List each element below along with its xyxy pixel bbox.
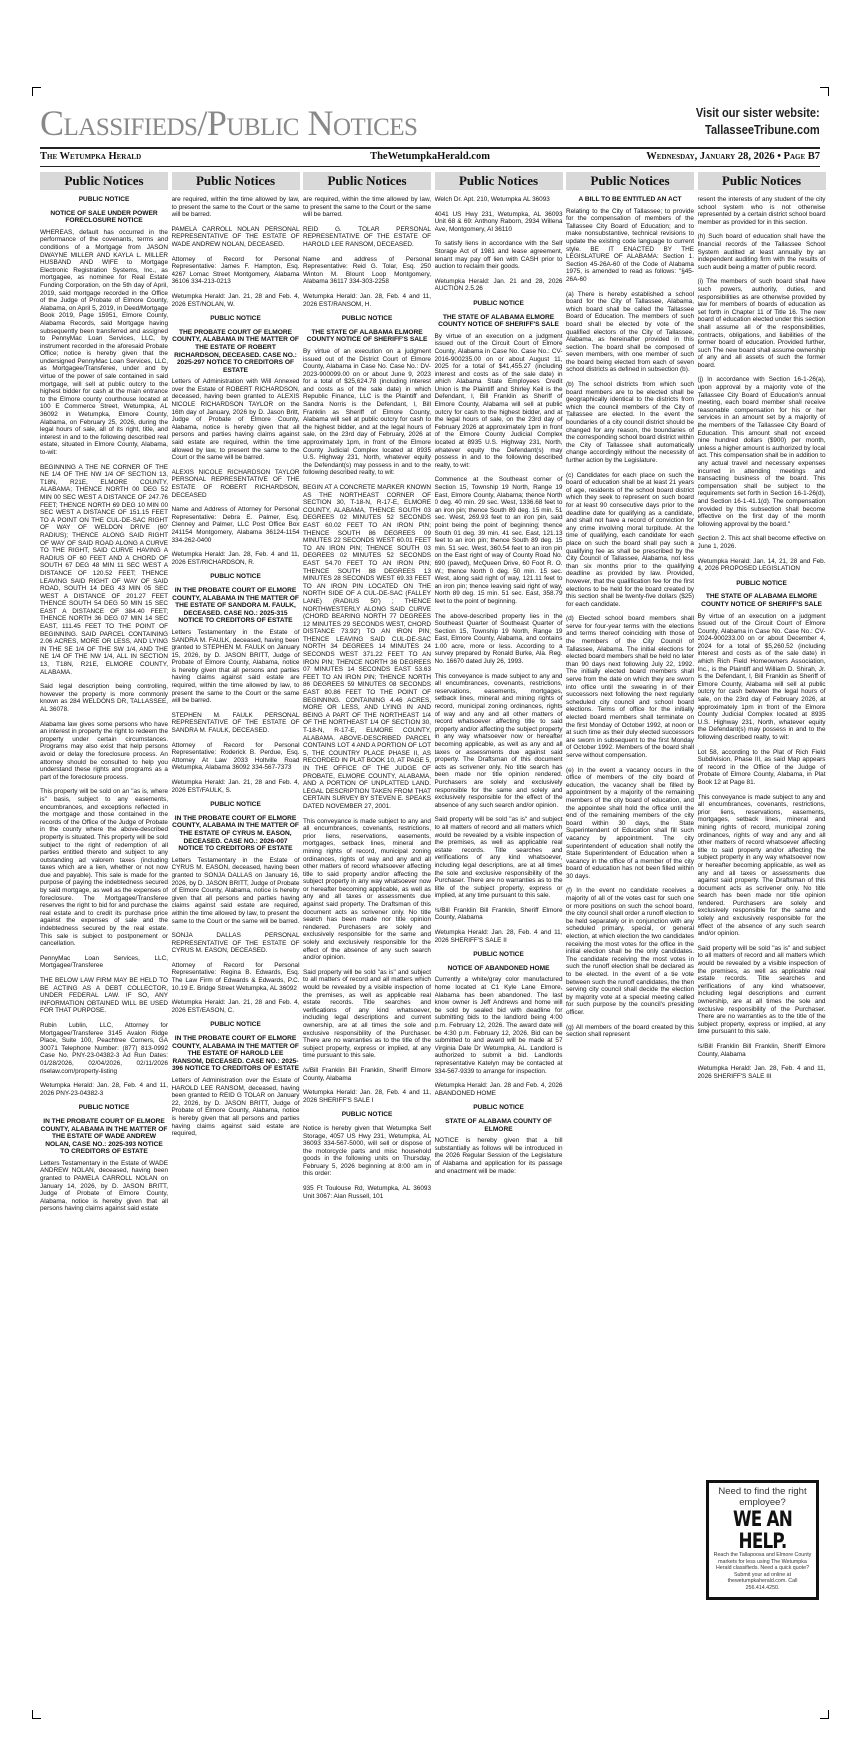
notice-paragraph: Letters Testamentary in the Estate of WADE ANDREW NOLAN, deceased, having been granted to PAMELA CARROLL NOLAN on January 14, 2026, by D. JASON BRITT, Judge of Probate of Elmore County, Alabama, notice is hereby given that all persons having claims against said estate: [40, 1159, 168, 1213]
notice-heading: THE STATE OF ALABAMA ELMORE COUNTY NOTICE OF SHERIFF'S SALE: [438, 313, 559, 329]
notice-paragraph: Rubin Lublin, LLC, Attorney for Mortgagee/Transferee 3145 Avalon Ridge Place, Suite 100, Peachtree Corners, GA 30071 Telephone Number: (877) 813-0992 Case No. PNY-23-04382-3 Ad Run Dates: 01/28/2026, 02/04/2026, 02/11/2026 rlselaw.com/property-listing: [40, 1021, 168, 1075]
notice-heading: PUBLIC NOTICE: [736, 579, 787, 587]
ad-question: Need to find the right employee?: [718, 1486, 807, 1508]
notice-paragraph: WHEREAS, default has occurred in the performance of the covenants, terms and conditions of a Mortgage from JASON DWAYNE MILLER AND KAYLA L. MILLER HUSBAND AND WIFE to Mortgage Electronic Registration Systems, Inc., as mortgagee, as nominee for Real Estate Funding Corporation, on the 5th day of April, 2019, said mortgage recorded in the Office of the Judge of Probate of Elmore County, Alabama, on April 5, 2019, in Deed/Mortgage Book 2019, Page 15951, Elmore County, Alabama Records, said Mortgage having subsequently been transferred and assigned to PennyMac Loan Services, LLC, by instrument recorded in the aforesaid Probate Office; notice is hereby given that the undersigned PennyMac Loan Services, LLC, as Mortgagee/Transferee, under and by virtue of the power of sale contained in said mortgage, will sell at public outcry to the highest bidder for cash at the main entrance to the Elmore county courthouse located at 100 E Commerce Street, Wetumpka, AL 36092 in Wetumpka, Elmore County, Alabama, on February 25, 2026, during the legal hours of sale, all of its right, title, and interest in and to the following described real estate, situated in Elmore County, Alabama, to-wit:: [40, 228, 168, 456]
notice-heading: PUBLIC NOTICE: [473, 299, 524, 307]
ad-body: Reach the Tallapoosa and Elmore County markets for less using The Wetumpka Herald classifieds. Need a quick quote? Submit your ad online at thewetumpkaherald.com. Call 256.414.4250.: [713, 1552, 812, 1591]
notice-columns: [40, 172, 824, 1662]
notice-paragraph: THE BELOW LAW FIRM MAY BE HELD TO BE ACTING AS A DEBT COLLECTOR, UNDER FEDERAL LAW. IF SO, ANY INFORMATION OBTAINED WILL BE USED FOR THAT PURPOSE.: [40, 977, 168, 1015]
notice-paragraph: This conveyance is made subject to any and all encumbrances, covenants, restrictions, prior liens, reservations, easements, mortgages, setback lines, mineral and mining rights of record, municipal zoning ordinances, rights of way and any and all other matters of record whatsoever affecting title to said property and/or affecting the subject property in any way whatsoever now or hereafter becoming applicable, as well as any and all taxes or assessments due against said property. The Draftsman of this document acts as scrivener only. No title search has been made nor title opinion rendered. Purchasers are solely and exclusively responsible for the same and solely and exclusively responsible for the effect of the absence of any such search and/or opinion.: [697, 793, 826, 938]
notice-paragraph: are required, within the time allowed by law, to present the same to the Court or the same will be barred.: [171, 196, 300, 219]
ad-headline-1: WE AN: [733, 1507, 792, 1531]
column-body: [566, 196, 694, 1039]
notice-column-2: [172, 172, 300, 1662]
notice-paragraph: Wetumpka Herald: Jan. 28, Feb. 4 and 11, 2026 SHERIFF'S SALE I: [303, 1089, 431, 1104]
notice-heading: PUBLIC NOTICE: [78, 196, 130, 203]
notice-paragraph: Attorney of Record for Personal Representative: Roderick B. Perdue, Esq. Attorney At Law 2033 Holtville Road Wetumpka, Alabama 36092 334-567-7373: [171, 741, 300, 772]
notice-paragraph: Relating to the City of Tallassee; to provide for the compensation of members of the Tallassee City Board of Education; and to make nonsubstantive, technical revisions to update the existing code language to current style. BE IT ENACTED BY THE LEGISLATURE OF ALABAMA: Section 1. Section 45-26A-60 of the Code of Alabama 1975, is amended to read as follows: "§45-26A-60: [566, 207, 694, 283]
column-header: Public Notices: [40, 172, 168, 190]
notice-paragraph: Wetumpka Herald: Jan. 28, Feb. 4 and 11, 2026 PNY-23-04382-3: [40, 1082, 168, 1097]
notice-paragraph: By virtue of an execution on a judgment issued out of the Circuit Court of Elmore County, Alabama in Case No. Case No.: CV-2024-900233.00 on or about December 4, 2024 for a total of $5,260.52 (including interest and costs as of the sale date) in which Rich Field Homeowners Association, Inc., is the Plaintiff and William D. Shirah, Jr. is the Defendant, I, Bill Franklin as Sheriff of Elmore County, Alabama will sell at public outcry for cash between the legal hours of sale, on the 23rd day of February 2026, at approximately 1pm in front of the Elmore County Judicial Complex located at 8935 U.S. Highway 231, North, whatever equity the Defendant(s) may possess in and to the following described realty, to wit:: [697, 612, 826, 741]
notice-heading: IN THE PROBATE COURT OF ELMORE COUNTY, ALABAMA IN THE MATTER OF THE ESTATE OF SANDORA M. FAULK, DECEASED. CASE NO.: 2025-315 NOTICE TO CREDITORS OF ESTATE: [172, 586, 299, 625]
notice-paragraph: Attorney of Record for Personal Representative: James F. Hampton, Esq. 4267 Lomac Street Montgomery, Alabama 36106 334-213-0213: [171, 255, 300, 286]
masthead: [40, 100, 820, 146]
sister-website-link[interactable]: TallasseeTribune.com: [705, 122, 820, 137]
notice-heading: STATE OF ALABAMA COUNTY OF ELMORE: [445, 1117, 552, 1133]
classified-ad-box: [706, 1480, 819, 1600]
notice-paragraph: Wetumpka Herald: Jan. 28, Feb. 4 and 11, 2026 SHERIFF'S SALE III: [697, 1065, 826, 1080]
notice-paragraph: Wetumpka Herald: Jan. 21, 28 and Feb. 4, 2026 EST/FAULK, S.: [171, 779, 300, 794]
notice-paragraph: (j) In accordance with Section 16-1-26(a), upon approval by a majority vote of the Tallassee City Board of Education's annual meeting, each board member shall receive reasonable compensation for his or her services in an amount set by a majority of the members of the Tallassee City Board of Education. This amount shall not exceed nine hundred dollars ($900) per month, unless a higher amount is authorized by local act. This compensation shall be in addition to any actual travel and necessary expenses incurred in attending meetings and transacting business of the board. This compensation shall be subject to the requirements set forth in Section 16-1-26(d), and Section 16-1-41.1(d). The compensation provided by this subsection shall become effective on the first day of the month following approval by the board.": [697, 376, 826, 528]
notice-paragraph: Name and Address of Attorney for Personal Representative: Debra E. Palmer, Esq. Clenney and Palmer, LLC Post Office Box 241154 Montgomery, Alabama 36124-1154 334-262-0400: [171, 506, 300, 544]
notice-heading: PUBLIC NOTICE: [341, 1111, 393, 1119]
column-body: [40, 196, 168, 1213]
notice-heading: IN THE PROBATE COURT OF ELMORE COUNTY, ALABAMA IN THE MATTER OF THE ESTATE OF WADE ANDREW NOLAN, CASE NO.: 2025-393 NOTICE TO CREDITORS OF ESTATE: [40, 1117, 168, 1156]
paper-name: The Wetumpka Herald: [40, 151, 142, 162]
notice-paragraph: 4041 US Hwy 231, Wetumpka, AL 36093 Unit 68 & 69: Anthony Raborn, 2934 Willena Ave, Montgomery, Al 36110: [434, 210, 563, 233]
column-header: Public Notices: [566, 172, 694, 190]
notice-paragraph: resent the interests of any student of the city school system who is not otherwise represented by a certain district school board member as provided for in this section.: [697, 196, 826, 226]
notice-paragraph: PAMELA CARROLL NOLAN PERSONAL REPRESENTATIVE OF THE ESTATE OF WADE ANDREW NOLAN, DECEASED.: [171, 225, 300, 248]
notice-paragraph: Letters of Administration with Will Annexed over the Estate of ROBERT RICHARDSON, deceased, having been granted to ALEXIS NICOLE RICHARDSON TAYLOR on the 16th day of January, 2026 by D. Jason Britt, Judge of Probate of Elmore County, Alabama, notice is hereby given that all persons and parties having claims against said estate are required, within the time allowed by law, to present the same to the Court or the same will be barred.: [171, 378, 300, 462]
notice-paragraph: To satisfy liens in accordance with the Self Storage Act of 1981 and lease agreement, tenant may pay off lien with CASH prior to auction to reclaim their goods.: [434, 240, 563, 271]
notice-column-5: [566, 172, 694, 1662]
crop-mark: [32, 87, 41, 96]
notice-heading: A BILL TO BE ENTITLED AN ACT: [578, 196, 682, 203]
column-body: [172, 196, 300, 1138]
notice-column-6: [698, 172, 826, 1662]
notice-paragraph: This property will be sold on an "as is, where is" basis, subject to any easements, encumbrances, and exceptions reflected in the mortgage and those contained in the records of the Office of the Judge of Probate in the county where the above-described property is situated. This property will be sold subject to the right of redemption of all parties entitled thereto and subject to any outstanding ad valorem taxes (including taxes which are a lien, whether or not now due and payable). This sale is made for the purpose of paying the indebtedness secured by said mortgage, as well as the expenses of foreclosure. The Mortgagee/Transferee reserves the right to bid for and purchase the real estate and to credit its purchase price against the expenses of sale and the indebtedness secured by the real estate. This sale is subject to postponement or cancellation.: [40, 788, 168, 948]
notice-paragraph: ALEXIS NICOLE RICHARDSON TAYLOR PERSONAL REPRESENTATIVE OF THE ESTATE OF ROBERT RICHARDSON, DECEASED: [171, 468, 300, 499]
notice-paragraph: STEPHEN M. FAULK PERSONAL REPRESENTATIVE OF THE ESTATE OF SANDRA M. FAULK, DECEASED.: [171, 711, 300, 735]
notice-heading: PUBLIC NOTICE: [341, 315, 393, 323]
column-header: Public Notices: [698, 172, 826, 190]
sister-website-promo: [696, 104, 820, 138]
notice-heading: PUBLIC NOTICE: [473, 1104, 524, 1112]
notice-heading: NOTICE OF SALE UNDER POWER FORECLOSURE NOTICE: [50, 209, 158, 225]
column-body: [303, 196, 431, 1200]
notice-paragraph: Said property will be sold "as is" and subject to all matters of record and all matters which would be revealed by a visible inspection of the premises, as well as applicable real estate records. Title searches and verifications of any kind whatsoever, including legal descriptions and current ownership, are at all times the sole and exclusive responsibility of the Purchaser. There are no warranties as to the title of the subject property, express or implied, at any time pursuant to this sale.: [697, 944, 826, 1036]
notice-paragraph: (i) The members of such board shall have such powers, authority, duties, and responsibilities as are otherwise provided by law for members of boards of education as set forth in Chapter 11 of Title 16. The new board of education elected under this section shall assume all of the responsibilities, contracts, obligations, and liabilities of the former board of education. Provided further, such The new board shall assume ownership of any and all assets of such the former board.: [697, 278, 826, 369]
notice-paragraph: Wetumpka Herald: Jan. 14, 21, 28 and Feb. 4, 2026 PROPOSED LEGISLATION: [697, 557, 826, 573]
notice-paragraph: (e) In the event a vacancy occurs in the office of members of the city board of education, the vacancy shall be filled by appointment by a majority of the remaining members of the city board of education, and the appointee shall hold the office until the end of the remaining members of the city board within 30 days, the State Superintendent of Education shall fill such vacancy by appointment. The city superintendent of education shall notify the State Superintendent of Education when a vacancy in the office of a member of the city board of education has not been filled within 30 days.: [566, 766, 694, 880]
notice-paragraph: (g) All members of the board created by this section shall represent: [566, 1023, 694, 1039]
notice-paragraph: Said property will be sold "as is" and subject to all matters of record and all matters which would be revealed by a visible inspection of the premises, as well as applicable real estate records. Title searches and verifications of any kind whatsoever, including legal descriptions, are at all times the sole and exclusive responsibility of the Purchaser. There are no warranties as to the title of the subject property, express or implied, at any time pursuant to this sale.: [434, 816, 563, 900]
notice-paragraph: Wetumpka Herald: Jan. 28, Feb. 4 and 11, 2026 EST/RANSOM, H.: [303, 292, 431, 308]
notice-paragraph: By virtue of an execution on a judgment issued out of the District Court of Elmore County, Alabama in Case No. Case No.: DV-2023-900099.00 on or about June 9, 2023 for a total of $25,624.78 (including interest and costs as of the sale date) in which Republic Finance, LLC is the Plaintiff and Sandra Norris is the Defendant, I, Bill Franklin as Sheriff of Elmore County, Alabama will sell at public outcry for cash to the highest bidder, and at the legal hours of sale, on the 23rd day of February, 2026 at approximately 1pm, in front of the Elmore County Judicial Complex located at 8935 U.S. Highway 231, North, whatever equity the Defendant(s) may possess in and to the following described realty, to wit:: [303, 347, 431, 477]
notice-paragraph: Attorney of Record for Personal Representative: Regina B. Edwards, Esq. The Law Firm of Edwards & Edwards, P.C. 10.19 E. Bridge Street Wetumpka, AL 36092: [171, 961, 300, 992]
notice-paragraph: BEGIN AT A CONCRETE MARKER KNOWN AS THE NORTHEAST CORNER OF SECTION 30, T-18-N, R-17-E, ELMORE COUNTY, ALABAMA, THENCE SOUTH 03 DEGREES 02 MINUTES 52 SECONDS EAST 60.02 FEET TO AN IRON PIN; THENCE SOUTH 86 DEGREES 09 MINUTES 22 SECONDS WEST 60.01 FEET TO AN IRON PIN; THENCE SOUTH 03 DEGREES 02 MINUTES 52 SECONDS EAST 54.70 FEET TO AN IRON PIN; THENCE SOUTH 88 DEGREES 13 MINUTES 28 SECONDS WEST 69.33 FEET TO AN IRON PIN LOCATED ON THE NORTH SIDE OF A CUL-DE-SAC (FALLEY LANE) (RADIUS 50') ; THENCE NORTHWESTERLY ALONG SAID CURVE (CHORD BEARING NORTH 77 DEGREES 12 MINUTES 29 SECONDS WEST, CHORD DISTANCE 73.92') TO AN IRON PIN; THENCE LEAVING SAID CUL-DE-SAC NORTH 34 DEGREES 14 MINUTES 24 SECONDS WEST 371.22 FEET TO AN IRON PIN; THENCE NORTH 36 DEGREES 07 MINUTES 14 SECONDS EAST 53.63 FEET TO AN IRON PIN; THENCE NORTH 86 DEGREES 59 MINUTES 08 SECONDS EAST 80.86 FEET TO THE POINT OF BEGINNING. CONTAINING 4.46 ACRES, MORE OR LESS, AND LYING IN AND BEING A PART OF THE NORTHEAST 1/4 OF THE NORTHEAST 1/4 OF SECTION 30, T-18-N, R-17-E, ELMORE COUNTY, ALABAMA. ABOVE-DESCRIBED PARCEL CONTAINS LOT 4 AND A PORTION OF LOT 5, THE COUNTRY PLACE PHASE II, AS RECORDED IN PLAT BOOK 10, AT PAGE 5, IN THE OFFICE OF THE JUDGE OF PROBATE, ELMORE COUNTY, ALABAMA, AND A PORTION OF UNPLATTED LAND. LEGAL DESCRIPTION TAKEN FROM THAT CERTAIN SURVEY BY STEVEN E. SPEAKS DATED NOVEMBER 27, 2001.: [303, 484, 431, 810]
notice-paragraph: This conveyance is made subject to any and all encumbrances, covenants, restrictions, prior liens, reservations, easements, mortgages, setback lines, mineral and mining rights of record, municipal zoning ordinances, rights of way and any and all other matters of record whatsoever affecting title to said property and/or affecting the subject property in any way whatsoever now or hereafter becoming applicable, as well as any and all taxes or assessments due against said property. The Draftsman of this document acts as scrivener only. No title search has been made nor title opinion rendered. Purchasers are solely and exclusively responsible for the same and solely and exclusively responsible for the effect of the absence of any such search and/or opinion.: [303, 817, 431, 962]
notice-paragraph: PennyMac Loan Services, LLC, Mortgagee/Transferee: [40, 954, 168, 970]
folio-rule: [40, 166, 820, 167]
notice-heading: PUBLIC NOTICE: [210, 573, 261, 581]
crop-mark: [820, 1710, 829, 1719]
notice-column-3: [303, 172, 431, 1662]
column-header: Public Notices: [435, 172, 563, 190]
notice-heading: PUBLIC NOTICE: [210, 1021, 261, 1029]
notice-paragraph: Letters Testamentary in the Estate of SANDRA M. FAULK, deceased, having been granted to STEPHEN M. FAULK on January 15, 2026, by D. JASON BRITT, Judge of Probate of Elmore County, Alabama, notice is hereby given that all persons and parties having claims against said estate are required, within the time allowed by law, to present the same to the Court or the same will be barred.: [171, 628, 300, 705]
crop-mark: [32, 1710, 41, 1719]
notice-paragraph: Alabama law gives some persons who have an interest in property the right to redeem the property under certain circumstances. Programs may also exist that help persons avoid or delay the foreclosure process. An attorney should be consulted to help you understand these rights and programs as a part of the foreclosure process.: [40, 720, 168, 781]
notice-paragraph: Currently a white/gray color manufactured home located at C1 Kyle Lane Elmore, Alabama has been abandoned. The last know owner is Jeff Andrews and home will be sold by sealed bid with deadline for submitting bids to the landlord being 4:00 p.m. February 12, 2026. The award date will be 4:30 p.m. February 12, 2026. Bid can be submitted to and award will be made at 57 Virginia Dale Dr Wetumpka, AL. Landlord is authorized to submit a bid. Landlords representative Katelyn may be contacted at 334-567-9339 to arrange for inspection.: [434, 976, 563, 1075]
notice-paragraph: The above-described property lies in the Southeast Quarter of Southeast Quarter of Section 15, Township 19 North, Range 19 East, Elmore County, Alabama, and contains 1.00 acre, more or less. According to a survey prepared by Ronald Burke, Ala. Reg. No. 16670 dated July 26, 1993.: [434, 612, 563, 666]
notice-paragraph: /s/Bill Franklin Bill Franklin, Sheriff Elmore County, Alabama: [434, 906, 563, 922]
notice-heading: IN THE PROBATE COURT OF ELMORE COUNTY, ALABAMA IN THE MATTER OF THE ESTATE OF HAROLD LEE RANSOM, DECEASED. CASE NO.: 2025-396 NOTICE TO CREDITORS OF ESTATE: [171, 1035, 299, 1073]
notice-paragraph: Wetumpka Herald: Jan. 28 and Feb. 4, 2026 ABANDONED HOME: [434, 1082, 563, 1097]
notice-paragraph: Lot 58, according to the Plat of Rich Field Subdivision, Phase III, as said Map appears of record in the Office of the Judge of Probate of Elmore County, Alabama, in Plat Book 12 at Page 81.: [697, 748, 826, 786]
notice-paragraph: Welch Dr. Apt. 210, Wetumpka AL 36093: [434, 196, 550, 203]
notice-heading: PUBLIC NOTICE: [473, 951, 524, 959]
notice-paragraph: REID G. TOLAR PERSONAL REPRESENTATIVE OF THE ESTATE OF HAROLD LEE RANSOM, DECEASED.: [303, 225, 431, 248]
ad-headline-2: HELP.: [738, 1529, 787, 1553]
notice-heading: THE STATE OF ALABAMA ELMORE COUNTY NOTICE OF SHERIFF'S SALE: [701, 593, 822, 608]
notice-paragraph: 935 Ft Toulouse Rd, Wetumpka, AL 36093 Unit 3067: Alan Russell, 101: [303, 1185, 431, 1200]
notice-paragraph: Wetumpka Herald: Jan. 28, Feb. 4 and 11, 2026 EST/RICHARDSON, R.: [171, 551, 300, 566]
notice-paragraph: By virtue of an execution on a judgment issued out of the Circuit Court of Elmore County, Alabama in Case No. Case No.: CV-2016-900235.00 on or about August 11, 2025 for a total of $41,455.27 (including interest and costs as of the sale date) in which Alabama State Employees Credit Union is the Plaintiff and Shirley Keil is the Defendant, I, Bill Franklin as Sheriff of Elmore County, Alabama will sell at public outcry for cash to the highest bidder, and at the legal hours of sale, on the 23rd day of February 2026 at approximately 1pm in front of the Elmore County Judicial Complex located at 8935 U.S. Highway 231, North, whatever equity the Defendant(s) may possess in and to the following described realty, to wit:: [434, 332, 563, 469]
notice-paragraph: Name and address of Personal Representative: Reid G. Tolar, Esq. 250 Winton M. Blount Loop Montgomery, Alabama 36117 334-303-2258: [303, 255, 431, 286]
notice-paragraph: Wetumpka Herald: Jan. 21, 28 and Feb. 4, 2026 EST/EASON, C.: [171, 999, 300, 1014]
notice-paragraph: Letters Testamentary in the Estate of CYRUS M. EASON, deceased, having been granted to SONJA DALLAS on January 16, 2026, by D. JASON BRITT, Judge of Probate of Elmore County, Alabama, notice is hereby given that all persons and parties having claims against said estate are required, within the time allowed by law, to present the same to the Court or the same will be barred.: [171, 856, 300, 925]
notice-paragraph: Wetumpka Herald: Jan. 28, Feb. 4 and 11, 2026 SHERIFF'S SALE II: [434, 929, 563, 944]
notice-paragraph: /s/Bill Franklin Bill Franklin, Sheriff Elmore County, Alabama: [697, 1042, 826, 1058]
sister-line-1: Visit our sister website:: [696, 105, 820, 120]
date-page: Wednesday, January 28, 2026 • Page B7: [646, 151, 820, 162]
notice-heading: PUBLIC NOTICE: [210, 315, 261, 323]
notice-heading: THE PROBATE COURT OF ELMORE COUNTY, ALABAMA IN THE MATTER OF THE ESTATE OF ROBERT RICHARDSON, DECEASED. CASE NO.: 2025-297 NOTICE TO CREDITORS OF ESTATE: [172, 328, 299, 374]
notice-column-4: [435, 172, 563, 1662]
notice-paragraph: Wetumpka Herald: Jan. 21 and 28, 2026 AUCTION 2.5.26: [434, 277, 563, 293]
notice-paragraph: are required, within the time allowed by law, to present the same to the Court or the same will be barred.: [303, 196, 431, 219]
column-header: Public Notices: [303, 172, 431, 190]
section-title: Classifieds/Public Notices: [40, 103, 418, 143]
column-body: [698, 196, 826, 1080]
notice-paragraph: BEGINNING A THE NE CORNER OF THE NE 1/4 OF THE NW 1/4 OF SECTION 13, T18N, R21E, ELMORE COUNTY, ALABAMA; THENCE NORTH 00 DEG 52 MIN 00 SEC WEST A DISTANCE OF 247.76 FEET; THENCE NORTH 69 DEG 10 MIN 00 SEC WEST A DISTANCE OF 151.15 FEET TO A POINT ON THE CUL-DE-SAC RIGHT OF WAY OF WELDON DRIVE (60' RADIUS); THENCE ALONG SAID RIGHT OF WAY OF SAID ROAD ALONG A CURVE TO THE RIGHT, SAID CURVE HAVING A RADIUS OF 60 FEET AND A CHORD OF SOUTH 67 DEG 48 MIN 11 SEC WEST A DISTANCE OF 120.52 FEET; THENCE LEAVING SAID RIGHT OF WAY OF SAID ROAD, SOUTH 14 DEG 43 MIN 05 SEC WEST A DISTANCE OF 201.27 FEET THENCE SOUTH 54 DEG 50 MIN 15 SEC EAST A DISTANCE OF 384.40 FEET; THENCE NORTH 36 DEG 07 MIN 14 SEC EAST, 111.45 FEET TO THE POINT OF BEGINNING. SAID PARCEL CONTAINING 2.06 ACRES, MORE OR LESS, AND LYING IN THE SE 1/4 OF THE SW 1/4, AND THE NE 1/4 OF THE NW 1/4, ALL IN SECTION 13, T18N, R21E, ELMORE COUNTY, ALABAMA.: [40, 463, 168, 676]
paper-website[interactable]: TheWetumpkaHerald.com: [370, 151, 490, 162]
notice-paragraph: Notice is hereby given that Wetumpka Self Storage, 4057 US Hwy 231, Wetumpka, AL 36093 334-567-5000, will sell or dispose of the motorcycle parts and misc household goods in the following units on Thursday, February 5, 2026 beginning at 8:00 am in this order:: [303, 1124, 431, 1178]
column-header: Public Notices: [172, 172, 300, 190]
notice-paragraph: Wetumpka Herald: Jan. 21, 28 and Feb. 4, 2026 EST/NOLAN, W.: [171, 292, 300, 308]
notice-column-1: [40, 172, 168, 1662]
notice-paragraph: Commence at the Southeast corner of Section 15, Township 19 North, Range 19 East, Elmore County, Alabama; thence North 0 deg. 40 min. 29 sec. West, 1336.68 feet to an iron pin; thence South 89 deg. 15 min. 51 sec. West, 269.93 feet to an iron pin, said point being the point of beginning; thence South 01 deg. 39 min. 41 sec. East, 121.13 feet to an iron pin; thence South 89 deg. 15 min. 51 sec. West, 360.54 feet to an iron pin on the East right of way of County Road No. 690 (paved), McQueen Drive, 60 Foot R. O. W.; thence North 0 deg. 50 min. 15 sec. West, along said right of way, 121.11 feet to an iron pin; thence leaving said right of way, North 89 deg. 15 min. 51 sec. East, 358.79 feet to the point of beginning.: [434, 476, 563, 605]
notice-paragraph: /s/Bill Franklin Bill Franklin, Sheriff Elmore County, Alabama: [303, 1066, 431, 1082]
notice-heading: THE STATE OF ALABAMA ELMORE COUNTY NOTICE OF SHERIFF'S SALE: [306, 328, 428, 344]
notice-paragraph: Said legal description being controlling, however the property is more commonly known as 284 WELDONS DR, TALLASSEE, AL 36078.: [40, 683, 168, 713]
notice-paragraph: NOTICE is hereby given that a bill substantially as follows will be introduced in the 2026 Regular Session of the Legislature of Alabama and application for its passage and enactment will be made:: [434, 1137, 563, 1175]
notice-paragraph: (a) There is hereby established a school board for the City of Tallassee, Alabama, which board shall be called the Tallassee Board of Education. The members of such board shall be elected by vote of the qualified electors of the City of Tallassee, Alabama, as hereinafter provided in this section. The board shall be composed of seven members, with one member of such the board being elected from each of seven school districts as defined in subsection (b).: [566, 290, 694, 374]
notice-heading: PUBLIC NOTICE: [210, 801, 261, 809]
crop-mark: [820, 87, 829, 96]
notice-paragraph: SONJA DALLAS PERSONAL REPRESENTATIVE OF THE ESTATE OF CYRUS M. EASON, DECEASED.: [171, 932, 300, 955]
notice-paragraph: (h) Such board of education shall have the financial records of the Tallassee School System audited at least annually by an independent auditing firm with the results of such audit being a matter of public record.: [697, 233, 826, 271]
notice-paragraph: Section 2. This act shall become effective on June 1, 2026.: [697, 535, 826, 550]
notice-paragraph: Letters of Administration over the Estate of HAROLD LEE RANSOM, deceased, having been granted to REID G TOLAR on January 22, 2026, by D. JASON BRITT, Judge of Probate of Elmore County, Alabama, notice is hereby given that all persons and parties having claims against said estate are required,: [171, 1077, 300, 1138]
notice-paragraph: (d) Elected school board members shall serve for four-year terms with the elections and terms thereof coinciding with those of the members of the City Council of Tallassee, Alabama. The initial elections for elected board members shall be held no later than 90 days next following July 22, 1992. The initially elected board members shall serve from the date on which they are sworn into office until the swearing in of their successors next following the next regularly scheduled city council and school board elections. Terms of office for the initially elected board members shall terminate on the first Monday of October 1992, at noon or at such time as their duly elected successors are sworn in subsequent to the first Monday of October 1992. Members of the board shall serve without compensation.: [566, 615, 694, 759]
notice-paragraph: (f) In the event no candidate receives a majority of all of the votes cast for such one or more positions on such the school board, the city council shall order a runoff election to be held separately or in conjunction with any scheduled primary, special, or general election, at which election the two candidates receiving the most votes for the office in the initial election shall be the only candidates. The candidate receiving the most votes in such the runoff election shall be declared as to be elected. In the event of a tie vote between such the runoff candidates, the then serving city council shall decide the election by majority vote at a special meeting called for such purpose by the council's presiding officer.: [566, 887, 694, 1016]
column-body: [435, 196, 563, 1175]
notice-paragraph: Said property will be sold "as is" and subject to all matters of record and all matters which would be revealed by a visible inspection of the premises, as well as applicable real estate records. Title searches and verifications of any kind whatsoever, including legal descriptions and current ownership, are at all times the sole and exclusive responsibility of the Purchaser. There are no warranties as to the title of the subject property, express or implied, at any time pursuant to this sale.: [303, 968, 431, 1060]
header-rule: [40, 147, 820, 149]
notice-heading: NOTICE OF ABANDONED HOME: [447, 964, 550, 972]
notice-heading: PUBLIC NOTICE: [78, 1104, 130, 1112]
notice-paragraph: (b) The school districts from which such board members are to be elected shall be geographically identical to the districts from which the council members of the City of Tallassee are elected. In the event the boundaries of a city council district should be changed for any reason, the boundaries of the corresponding school board district within the City of Tallassee shall automatically change accordingly without the necessity of further action by the Legislature.: [566, 381, 694, 464]
folio-line: [40, 151, 820, 165]
notice-paragraph: (c) Candidates for each place on such the board of education shall be at least 21 years of age, residents of the school board district which they seek to represent on such board for at least 90 consecutive days prior to the deadline date for qualifying as a candidate, and shall not have a record of conviction for any crime involving moral turpitude. At the time of qualifying, each candidate for each place on such the board shall pay such a qualifying fee as shall be prescribed by the City Council of Tallassee, Alabama, not less than six months prior to the qualifying deadline as provided by law. Provided, however, that the qualification fee for the first elections to be held for the board created by this section shall be twenty-five dollars ($25) for each candidate.: [566, 471, 694, 608]
notice-paragraph: This conveyance is made subject to any and all encumbrances, covenants, restrictions, reservations, easements, mortgages, setback lines, mineral and mining rights of record, municipal zoning ordinances, rights of way and any and all other matters of record whatsoever affecting title to said property and/or affecting the subject property in any way whatsoever now or hereafter becoming applicable, as well as any and all taxes or assessments due against said property. The Draftsman of this document acts as scrivener only. No title search has been made nor title opinion rendered. Purchasers are solely and exclusively responsible for the same and solely and exclusively responsible for the effect of the absence of any such search and/or opinion.: [434, 672, 563, 809]
notice-heading: IN THE PROBATE COURT OF ELMORE COUNTY, ALABAMA IN THE MATTER OF THE ESTATE OF CYRUS M. EASON, DECEASED. CASE NO.: 2026-007 NOTICE TO CREDITORS OF ESTATE: [172, 814, 299, 853]
